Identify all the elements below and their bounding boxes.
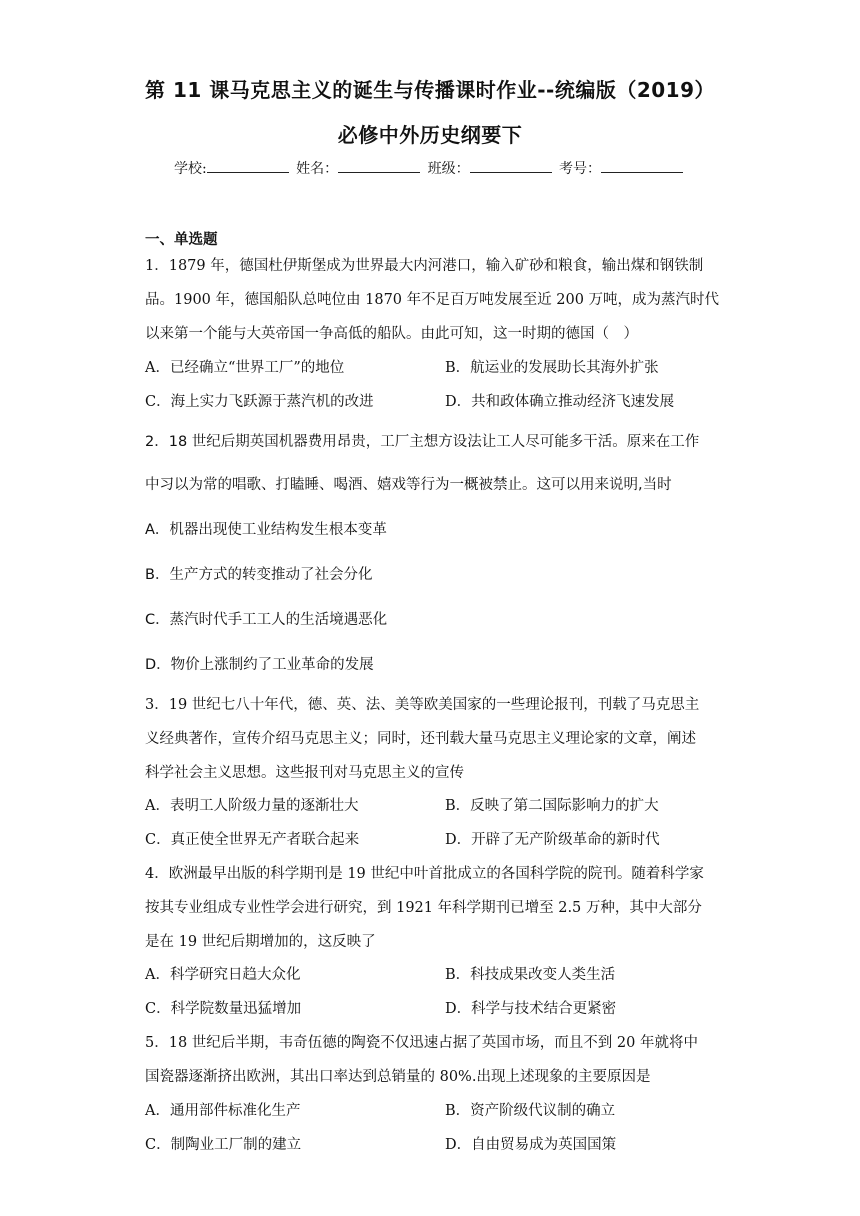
question-2-option-d[interactable]: D．物价上涨制约了工业革命的发展: [145, 657, 374, 673]
question-1-stem-line-2: 品。1900 年，德国船队总吨位由 1870 年不足百万吨发展至近 200 万吨，成为蒸汽时代: [145, 292, 720, 308]
question-1-option-a[interactable]: A．已经确立“世界工厂”的地位: [145, 360, 345, 376]
question-2-stem-line-2: 中习以为常的唱歌、打瞌睡、喝酒、嬉戏等行为一概被禁止。这可以用来说明,当时: [145, 477, 672, 493]
question-3-option-b[interactable]: B．反映了第二国际影响力的扩大: [445, 798, 659, 814]
question-1-stem-line-3: 以来第一个能与大英帝国一争高低的船队。由此可知，这一时期的德国（ ）: [145, 326, 638, 342]
question-1-option-c[interactable]: C．海上实力飞跃源于蒸汽机的改进: [145, 394, 374, 410]
question-1-stem-line-1: 1．1879 年，德国杜伊斯堡成为世界最大内河港口，输入矿砂和粮食，输出煤和钢铁制: [145, 258, 704, 274]
question-3-option-a[interactable]: A．表明工人阶级力量的逐渐壮大: [145, 798, 359, 814]
class-label: 班级：: [427, 161, 470, 177]
question-3-option-d[interactable]: D．开辟了无产阶级革命的新时代: [445, 832, 660, 848]
question-5-option-b[interactable]: B．资产阶级代议制的确立: [445, 1103, 616, 1119]
class-field[interactable]: [470, 157, 552, 173]
question-4-option-d[interactable]: D．科学与技术结合更紧密: [445, 1001, 617, 1017]
question-2-option-a[interactable]: A．机器出现使工业结构发生根本变革: [145, 522, 387, 538]
student-info-row: [0, 157, 860, 178]
page-title: 第 11 课马克思主义的诞生与传播课时作业--统编版（2019）: [144, 78, 716, 102]
question-5-option-c[interactable]: C．制陶业工厂制的建立: [145, 1137, 302, 1153]
question-2-stem-line-1: 2．18 世纪后期英国机器费用昂贵，工厂主想方设法让工人尽可能多干活。原来在工作: [145, 434, 700, 450]
question-4-stem-line-3: 是在 19 世纪后期增加的，这反映了: [145, 934, 376, 950]
question-1-option-d[interactable]: D．共和政体确立推动经济飞速发展: [445, 394, 675, 410]
question-4-stem-line-2: 按其专业组成专业性学会进行研究，到 1921 年科学期刊已增至 2.5 万种，其中大部分: [145, 900, 702, 916]
section-heading: 一、单选题: [145, 232, 218, 248]
question-5-option-a[interactable]: A．通用部件标准化生产: [145, 1103, 301, 1119]
school-field[interactable]: [207, 157, 289, 173]
question-4-option-b[interactable]: B．科技成果改变人类生活: [445, 967, 616, 983]
question-3-stem-line-3: 科学社会主义思想。这些报刊对马克思主义的宣传: [145, 765, 464, 781]
question-4-option-c[interactable]: C．科学院数量迅猛增加: [145, 1001, 302, 1017]
question-2-option-c[interactable]: C．蒸汽时代手工工人的生活境遇恶化: [145, 612, 388, 628]
question-3-stem-line-1: 3．19 世纪七八十年代，德、英、法、美等欧美国家的一些理论报刊，刊载了马克思主: [145, 697, 700, 713]
name-label: 姓名：: [296, 161, 339, 177]
question-3-option-c[interactable]: C．真正使全世界无产者联合起来: [145, 832, 360, 848]
question-5-stem-line-1: 5．18 世纪后半期，韦奇伍德的陶瓷不仅迅速占据了英国市场，而且不到 20 年就将中: [145, 1035, 698, 1051]
question-1-option-b[interactable]: B．航运业的发展助长其海外扩张: [445, 360, 659, 376]
question-4-option-a[interactable]: A．科学研究日趋大众化: [145, 967, 301, 983]
name-field[interactable]: [338, 157, 420, 173]
question-5-option-d[interactable]: D．自由贸易成为英国国策: [445, 1137, 617, 1153]
question-5-stem-line-2: 国瓷器逐渐挤出欧洲，其出口率达到总销量的 80%.出现上述现象的主要原因是: [145, 1069, 651, 1085]
exam-number-field[interactable]: [601, 157, 683, 173]
page-subtitle: 必修中外历史纲要下: [337, 123, 523, 147]
exam-number-label: 考号：: [559, 161, 602, 177]
school-label: 学校:: [173, 161, 207, 177]
question-2-option-b[interactable]: B．生产方式的转变推动了社会分化: [145, 567, 373, 583]
question-4-stem-line-1: 4．欧洲最早出版的科学期刊是 19 世纪中叶首批成立的各国科学院的院刊。随着科学家: [145, 866, 704, 882]
question-3-stem-line-2: 义经典著作，宣传介绍马克思主义；同时，还刊载大量马克思主义理论家的文章，阐述: [145, 731, 696, 747]
